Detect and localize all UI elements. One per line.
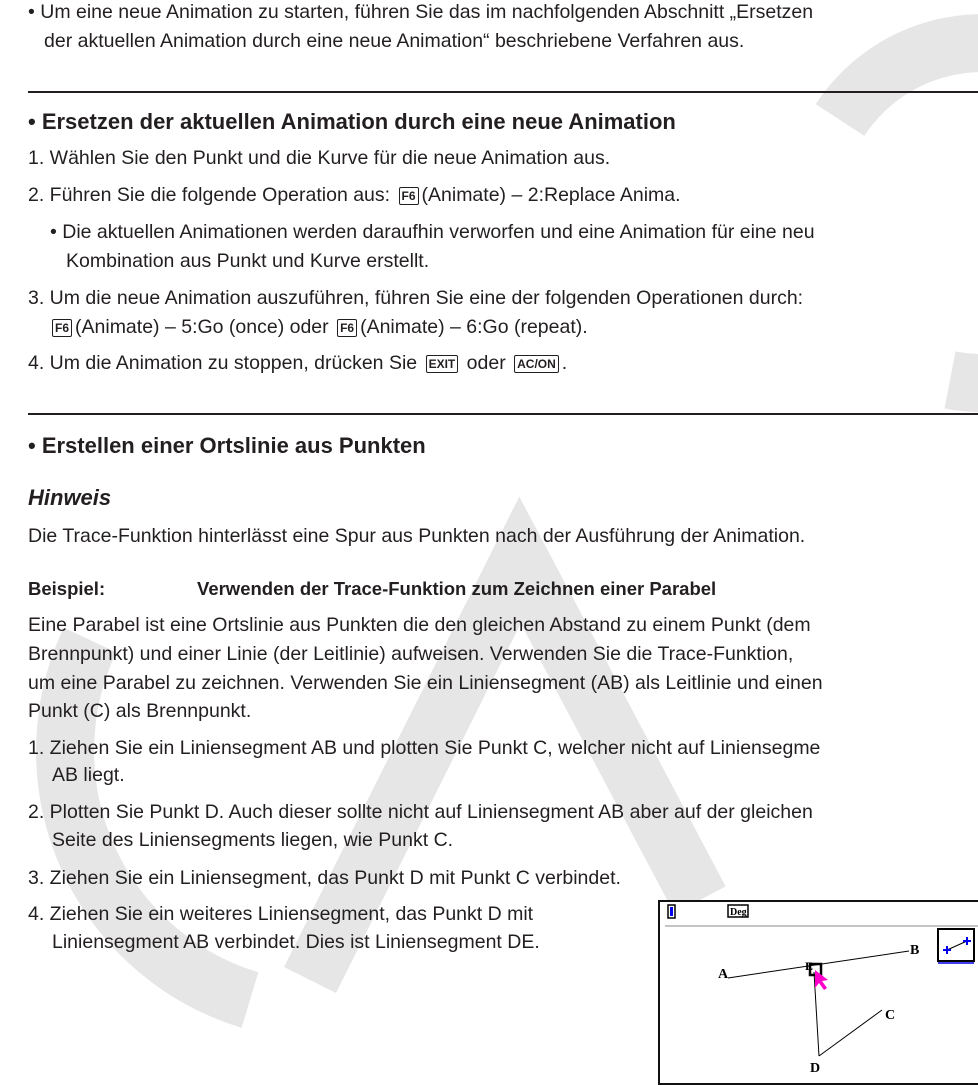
divider <box>28 413 978 415</box>
step-text: oder <box>466 352 506 374</box>
calculator-screen <box>658 900 978 1085</box>
step-text: (Animate) – 2:Replace Anima. <box>421 184 681 206</box>
segment-tool-icon[interactable] <box>938 929 974 963</box>
step-text: 2. Führen Sie die folgende Operation aus: <box>28 184 391 206</box>
paragraph-line: um eine Parabel zu zeichnen. Verwenden Sie ein Liniensegment (AB) als Leitlinie und einen <box>28 672 823 694</box>
paragraph-line: Punkt (C) als Brennpunkt. <box>28 700 252 722</box>
segment-dc <box>819 1010 882 1056</box>
step: Liniensegment AB verbindet. Dies ist Liniensegment DE. <box>52 931 540 953</box>
angle-mode-text: Deg <box>730 907 747 918</box>
battery-icon <box>668 905 675 918</box>
intro-line: der aktuellen Animation durch eine neue Animation“ beschriebene Verfahren aus. <box>44 30 745 52</box>
paragraph-line: Eine Parabel ist eine Ortslinie aus Punkten die den gleichen Abstand zu einem Punkt (dem <box>28 614 811 636</box>
step <box>28 351 567 375</box>
step-text: (Animate) – 5:Go (once) oder <box>75 316 329 338</box>
step-text: . <box>561 352 568 374</box>
ac-on-key-icon: AC/ON <box>514 355 559 373</box>
step: 1. Ziehen Sie ein Liniensegment AB und plotten Sie Punkt C, welcher nicht auf Liniensegme <box>28 737 821 759</box>
point-label-a: A <box>718 967 729 982</box>
step: 4. Ziehen Sie ein weiteres Liniensegment, das Punkt D mit <box>28 903 534 925</box>
step: 2. Plotten Sie Punkt D. Auch dieser sollte nicht auf Liniensegment AB aber auf der gleichen <box>28 801 813 823</box>
bullet: Kombination aus Punkt und Kurve erstellt. <box>66 250 430 272</box>
exit-key-icon: EXIT <box>426 355 459 373</box>
step <box>52 315 588 339</box>
f6-key-icon: F6 <box>52 319 72 337</box>
section-heading: • Erstellen einer Ortslinie aus Punkten <box>28 433 426 458</box>
point-label-d: D <box>810 1061 821 1076</box>
step-text: (Animate) – 6:Go (repeat). <box>360 316 588 338</box>
f6-key-icon: F6 <box>399 187 419 205</box>
step: 1. Wählen Sie den Punkt und die Kurve für die neue Animation aus. <box>28 147 611 169</box>
note-text: Die Trace-Funktion hinterlässt eine Spur aus Punkten nach der Ausführung der Animation. <box>28 525 806 547</box>
point-label-e: E <box>805 959 814 973</box>
example-title: Verwenden der Trace-Funktion zum Zeichnen einer Parabel <box>197 578 717 599</box>
step <box>28 183 681 207</box>
step: Seite des Liniensegments liegen, wie Punkt C. <box>52 829 454 851</box>
paragraph-line: Brennpunkt) und einer Linie (der Leitlinie) aufweisen. Verwenden Sie die Trace-Funktion, <box>28 643 794 665</box>
step: 3. Ziehen Sie ein Liniensegment, das Punkt D mit Punkt C verbindet. <box>28 867 621 889</box>
intro-line: • Um eine neue Animation zu starten, führen Sie das im nachfolgenden Abschnitt „Ersetzen <box>28 1 814 23</box>
step: AB liegt. <box>52 764 125 786</box>
f6-key-icon: F6 <box>337 319 357 337</box>
point-label-c: C <box>885 1008 896 1023</box>
section-heading: • Ersetzen der aktuellen Animation durch eine neue Animation <box>28 109 676 134</box>
step: 3. Um die neue Animation auszuführen, führen Sie eine der folgenden Operationen durch: <box>28 287 804 309</box>
example-label: Beispiel: <box>28 578 106 599</box>
divider <box>28 91 978 93</box>
note-title: Hinweis <box>28 485 112 510</box>
point-label-b: B <box>910 943 920 958</box>
step-text: 4. Um die Animation zu stoppen, drücken Sie <box>28 352 418 374</box>
bullet: • Die aktuellen Animationen werden daraufhin verworfen und eine Animation für eine neu <box>50 221 815 243</box>
